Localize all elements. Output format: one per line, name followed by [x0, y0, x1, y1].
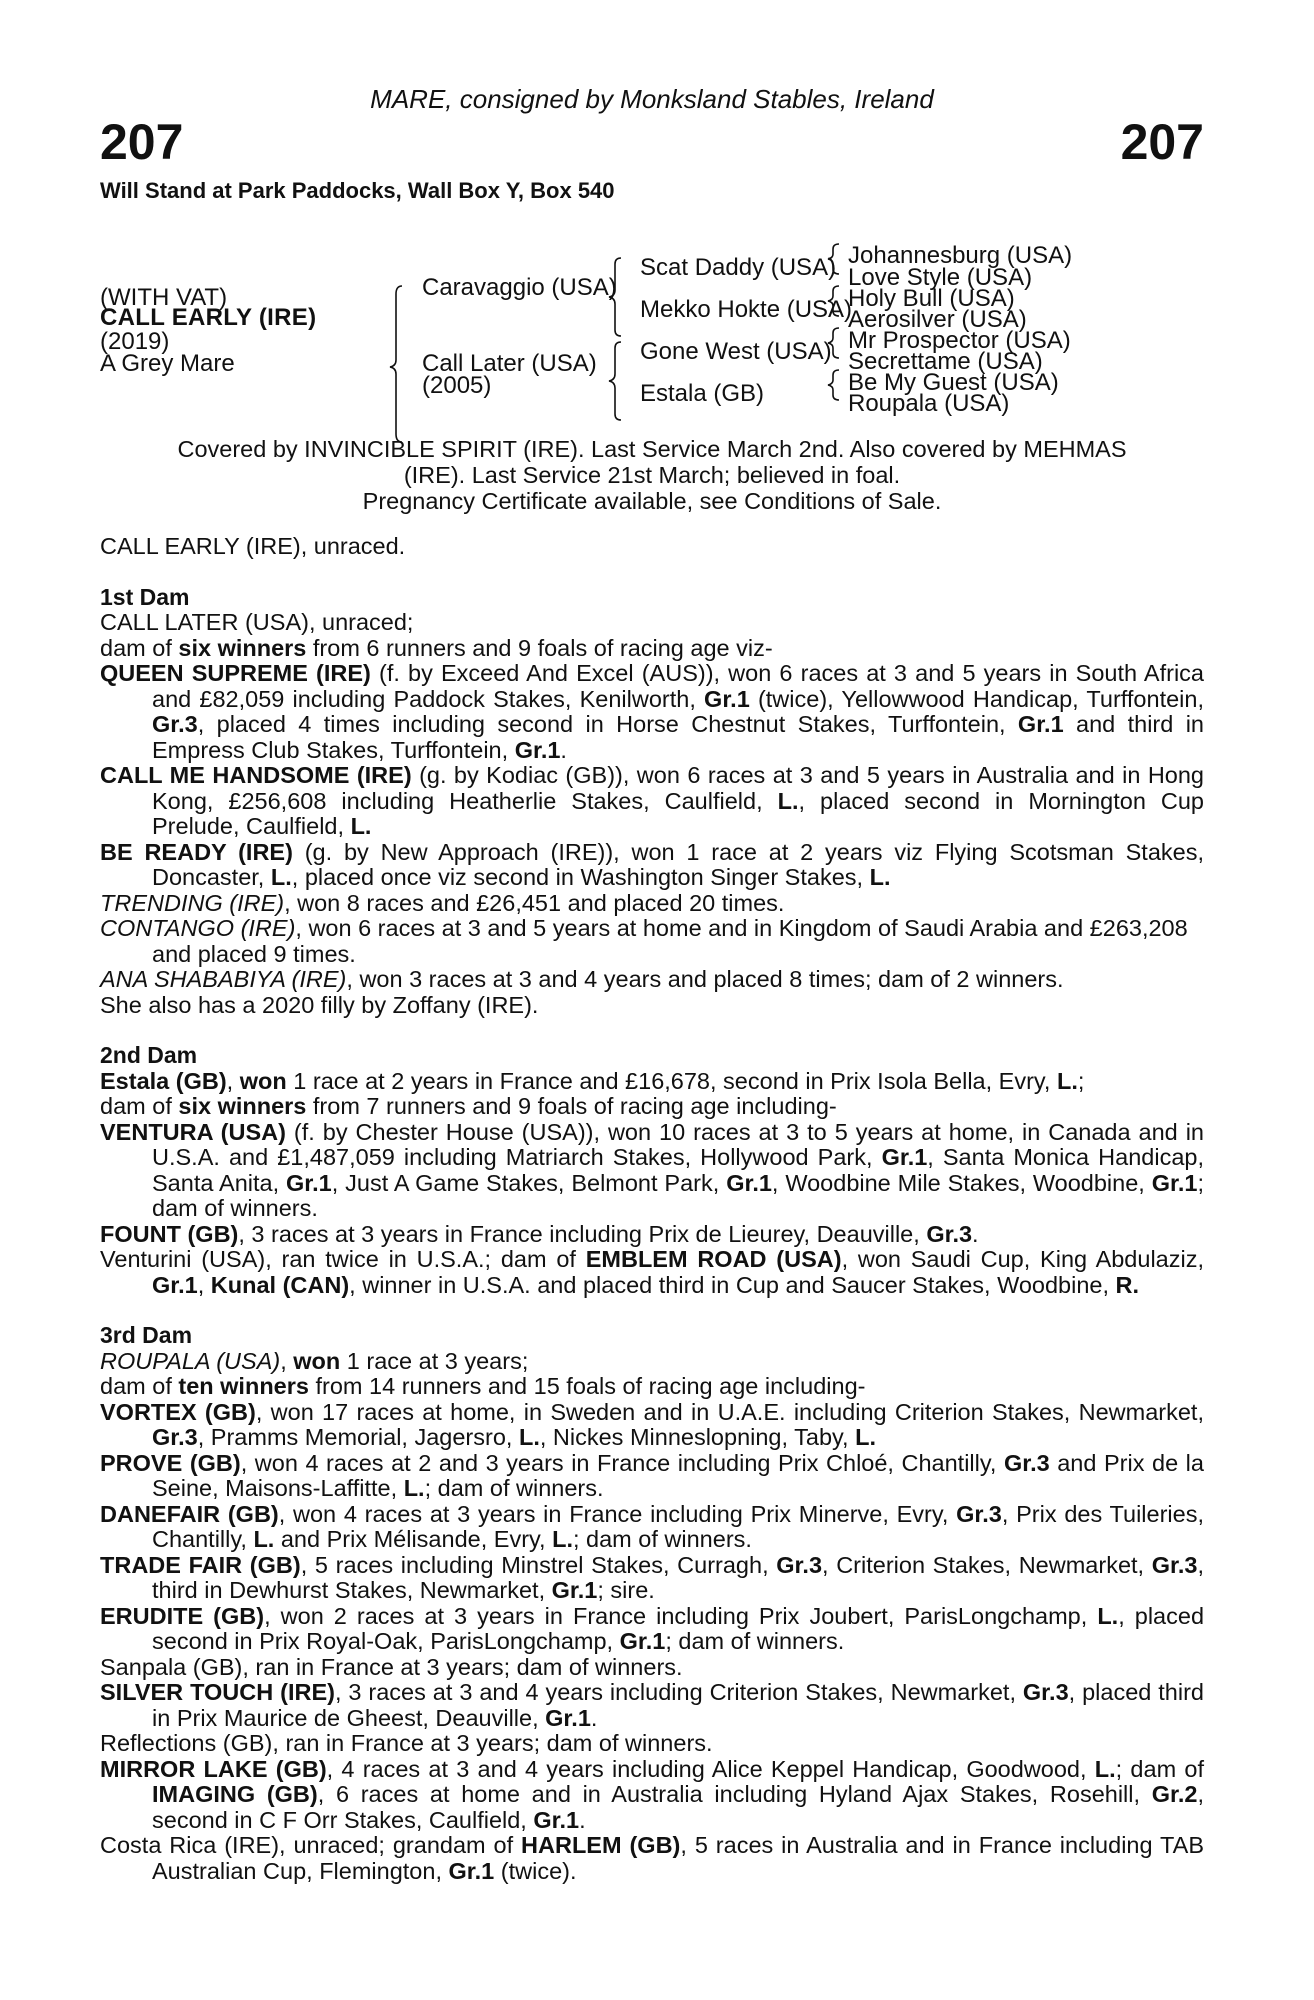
produce-entry: ERUDITE (GB), won 2 races at 3 years in France including Prix Joubert, ParisLongchamp, L., placed second in Prix Royal-Oak, ParisLongchamp, Gr.1; dam of winners. — [100, 1602, 1205, 1654]
produce-entry: PROVE (GB), won 4 races at 2 and 3 years in France including Prix Chloé, Chantilly, Gr.3 and Prix de la Seine, Maisons-Laffitte, L.; dam of winners. — [100, 1449, 1204, 1501]
sire-name: Caravaggio (USA) — [422, 274, 617, 301]
gen3-5: Mr Prospector (USA) — [848, 327, 1071, 354]
dam-year: (2005) — [422, 372, 492, 399]
covered-line-3: Pregnancy Certificate available, see Conditions of Sale. — [362, 488, 942, 514]
produce-entry: Sanpala (GB), ran in France at 3 years; dam of winners. — [100, 1653, 683, 1680]
dam-dam: Estala (GB) — [640, 380, 765, 407]
gen3-2: Love Style (USA) — [848, 264, 1033, 291]
first-dam-summary: dam of six winners from 6 runners and 9 foals of racing age viz- — [100, 634, 773, 661]
produce-entry: CONTANGO (IRE), won 6 races at 3 and 5 years at home and in Kingdom of Saudi Arabia and £263,208 and placed 9 times. — [100, 915, 1188, 967]
third-dam-heading: 3rd Dam — [100, 1322, 193, 1348]
horse-name: CALL EARLY (IRE) — [100, 304, 317, 331]
produce-entry: ANA SHABABIYA (IRE), won 3 races at 3 and 4 years and placed 8 times; dam of 2 winners. — [100, 966, 1064, 992]
produce-record — [100, 534, 1204, 1884]
horse-description: A Grey Mare — [100, 350, 235, 377]
pedigree-table — [100, 202, 1204, 442]
vat-note: (WITH VAT) — [100, 284, 228, 311]
bracket-g4 — [828, 370, 839, 400]
produce-entry: VORTEX (GB), won 17 races at home, in Sweden and in U.A.E. including Criterion Stakes, Newmarket, Gr.3, Pramms Memorial, Jagersro, L., Nickes Minneslopning, Taby, L. — [100, 1398, 1204, 1450]
produce-entry: FOUNT (GB), 3 races at 3 years in France including Prix de Lieurey, Deauville, Gr.3. — [100, 1220, 979, 1247]
produce-entry: CALL ME HANDSOME (IRE) (g. by Kodiac (GB)), won 6 races at 3 and 5 years in Australia and in Hong Kong, £256,608 including Heatherlie Stakes, Caulfield, L., placed second in Mornington Cup Prelude, Caulfield, L. — [100, 762, 1204, 839]
sire-sire: Scat Daddy (USA) — [640, 254, 837, 281]
gen3-3: Holy Bull (USA) — [848, 285, 1015, 312]
produce-entry: SILVER TOUCH (IRE), 3 races at 3 and 4 years including Criterion Stakes, Newmarket, Gr.3, placed third in Prix Maurice de Gheest, Deauville, Gr.1. — [100, 1679, 1204, 1731]
horse-year: (2019) — [100, 328, 170, 355]
covered-note — [100, 436, 1204, 514]
first-dam-line: CALL LATER (USA), unraced; — [100, 609, 414, 635]
stand-location: Will Stand at Park Paddocks, Wall Box Y, Box 540 — [100, 178, 615, 203]
produce-entry: MIRROR LAKE (GB), 4 races at 3 and 4 years including Alice Keppel Handicap, Goodwood, L.; dam of IMAGING (GB), 6 races at home and in Australia including Hyland Ajax Stakes, Rosehill, Gr.2, second in C F Orr Stakes, Caulfield, Gr.1. — [100, 1755, 1204, 1833]
produce-entry: Costa Rica (IRE), unraced; grandam of HARLEM (GB), 5 races in Australia and in France including TAB Australian Cup, Flemington, Gr.1 (twice). — [100, 1832, 1205, 1884]
intro-line: CALL EARLY (IRE), unraced. — [100, 533, 406, 559]
produce-entry: QUEEN SUPREME (IRE) (f. by Exceed And Excel (AUS)), won 6 races at 3 and 5 years in South Africa and £82,059 including Paddock Stakes, Kenilworth, Gr.1 (twice), Yellowwood Handicap, Turffontein, Gr.3, placed 4 times including second in Horse Chestnut Stakes, Turffontein, Gr.1 and third in Empress Club Stakes, Turffontein, Gr.1. — [100, 660, 1204, 763]
produce-entry: Reflections (GB), ran in France at 3 years; dam of winners. — [100, 1730, 713, 1756]
third-dam-summary: dam of ten winners from 14 runners and 15 foals of racing age including- — [100, 1373, 866, 1399]
third-dam-line: ROUPALA (USA), won 1 race at 3 years; — [100, 1347, 529, 1374]
produce-entry: BE READY (IRE) (g. by New Approach (IRE)), won 1 race at 2 years viz Flying Scotsman Stakes, Doncaster, L., placed once viz second in Washington Singer Stakes, L. — [100, 838, 1204, 890]
covered-line-2: (IRE). Last Service 21st March; believed in foal. — [403, 462, 901, 488]
second-dam-summary: dam of six winners from 7 runners and 9 foals of racing age including- — [100, 1093, 837, 1119]
first-dam-footer: She also has a 2020 filly by Zoffany (IRE). — [100, 991, 539, 1018]
produce-entry: TRENDING (IRE), won 8 races and £26,451 and placed 20 times. — [100, 889, 785, 916]
produce-entry: DANEFAIR (GB), won 4 races at 3 years in France including Prix Minerve, Evry, Gr.3, Prix des Tuileries, Chantilly, L. and Prix Mélisande, Evry, L.; dam of winners. — [100, 1500, 1204, 1552]
sire-dam: Mekko Hokte (USA) — [640, 296, 853, 323]
gen3-1: Johannesburg (USA) — [848, 242, 1073, 269]
produce-entry: Venturini (USA), ran twice in U.S.A.; dam of EMBLEM ROAD (USA), won Saudi Cup, King Abdulaziz, Gr.1, Kunal (CAN), winner in U.S.A. and placed third in Cup and Saucer Stakes, Woodbine, R. — [100, 1246, 1204, 1298]
lot-number-left: 207 — [100, 114, 184, 170]
bracket-dam — [609, 342, 621, 420]
gen3-4: Aerosilver (USA) — [848, 306, 1027, 333]
dam-sire: Gone West (USA) — [640, 338, 832, 365]
second-dam-line: Estala (GB), won 1 race at 2 years in France and £16,678, second in Prix Isola Bella, Evry, L.; — [100, 1067, 1085, 1094]
consignor-line: MARE, consigned by Monksland Stables, Ireland — [370, 84, 934, 114]
bracket-main — [390, 286, 402, 442]
second-dam-heading: 2nd Dam — [100, 1042, 198, 1068]
gen3-7: Be My Guest (USA) — [848, 369, 1059, 396]
gen3-8: Roupala (USA) — [848, 390, 1010, 417]
produce-entry: VENTURA (USA) (f. by Chester House (USA)), won 10 races at 3 to 5 years at home, in Canada and in U.S.A. and £1,487,059 including Matriarch Stakes, Hollywood Park, Gr.1, Santa Monica Handicap, Santa Anita, Gr.1, Just A Game Stakes, Belmont Park, Gr.1, Woodbine Mile Stakes, Woodbine, Gr.1; dam of winners. — [100, 1118, 1204, 1221]
gen3-6: Secrettame (USA) — [848, 348, 1043, 375]
dam-name: Call Later (USA) — [422, 350, 597, 377]
produce-entry: TRADE FAIR (GB), 5 races including Minstrel Stakes, Curragh, Gr.3, Criterion Stakes, Newmarket, Gr.3, third in Dewhurst Stakes, Newmarket, Gr.1; sire. — [100, 1551, 1205, 1603]
first-dam-heading: 1st Dam — [100, 583, 190, 610]
covered-line-1: Covered by INVINCIBLE SPIRIT (IRE). Last Service March 2nd. Also covered by MEHMAS — [177, 436, 1127, 462]
lot-number-right: 207 — [1120, 114, 1204, 170]
